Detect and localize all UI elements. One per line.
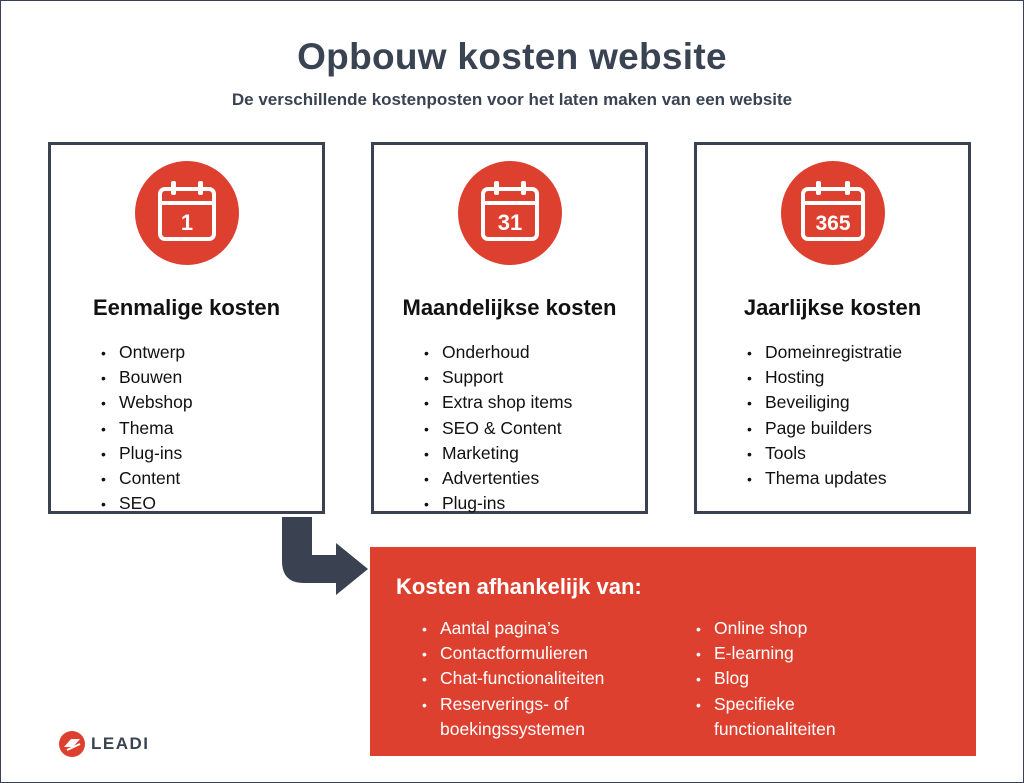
leadi-logo-icon [58,730,86,758]
list-item: • Advertenties [424,466,572,491]
dependencies-list-left [422,616,642,741]
list-item: • Extra shop items [424,390,572,415]
cost-list [424,340,572,516]
cost-dependencies-panel [370,547,976,756]
list-item: • Contactformulieren [422,641,642,666]
list-item: • Hosting [747,365,902,390]
list-item: • Plug-ins [101,441,193,466]
list-item: • Ontwerp [101,340,193,365]
list-item: • Tools [747,441,902,466]
cost-list [101,340,193,516]
list-item: • Domeinregistratie [747,340,902,365]
calendar-icon [135,161,239,265]
list-item: • Chat-functionaliteiten [422,666,642,691]
list-item: • Content [101,466,193,491]
list-item: • Specifieke functionaliteiten [696,692,896,741]
list-item: • Online shop [696,616,896,641]
calendar-icon [781,161,885,265]
calendar-day: 1 [180,210,193,235]
calendar-day: 31 [497,210,522,235]
card-title: Eenmalige kosten [92,295,281,320]
list-item: • Reserverings- of boekingssystemen [422,692,642,741]
dependencies-title: Kosten afhankelijk van: [396,574,642,599]
list-item: • Onderhoud [424,340,572,365]
list-item: • Page builders [747,416,902,441]
card-monthly-costs [371,142,648,514]
calendar-icon [458,161,562,265]
list-item: • Beveiliging [747,390,902,415]
list-item: • Plug-ins [424,491,572,516]
page-title: Opbouw kosten website [297,36,727,77]
list-item: • SEO & Content [424,416,572,441]
cost-list [747,340,902,491]
connector-arrow-icon [282,517,372,601]
list-item: • Thema [101,416,193,441]
dependencies-list-right [696,616,896,741]
list-item: • SEO [101,491,193,516]
card-title: Maandelijkse kosten [402,295,617,320]
list-item: • Aantal pagina’s [422,616,642,641]
list-item: • Webshop [101,390,193,415]
list-item: • Marketing [424,441,572,466]
card-one-time-costs [48,142,325,514]
page-subtitle: De verschillende kostenposten voor het laten maken van een website [231,90,793,109]
card-yearly-costs [694,142,971,514]
list-item: • E-learning [696,641,896,666]
list-item: • Thema updates [747,466,902,491]
card-title: Jaarlijkse kosten [743,295,922,320]
list-item: • Bouwen [101,365,193,390]
list-item: • Support [424,365,572,390]
calendar-day: 365 [814,212,851,235]
brand-name: LEADI [91,734,150,753]
list-item: • Blog [696,666,896,691]
